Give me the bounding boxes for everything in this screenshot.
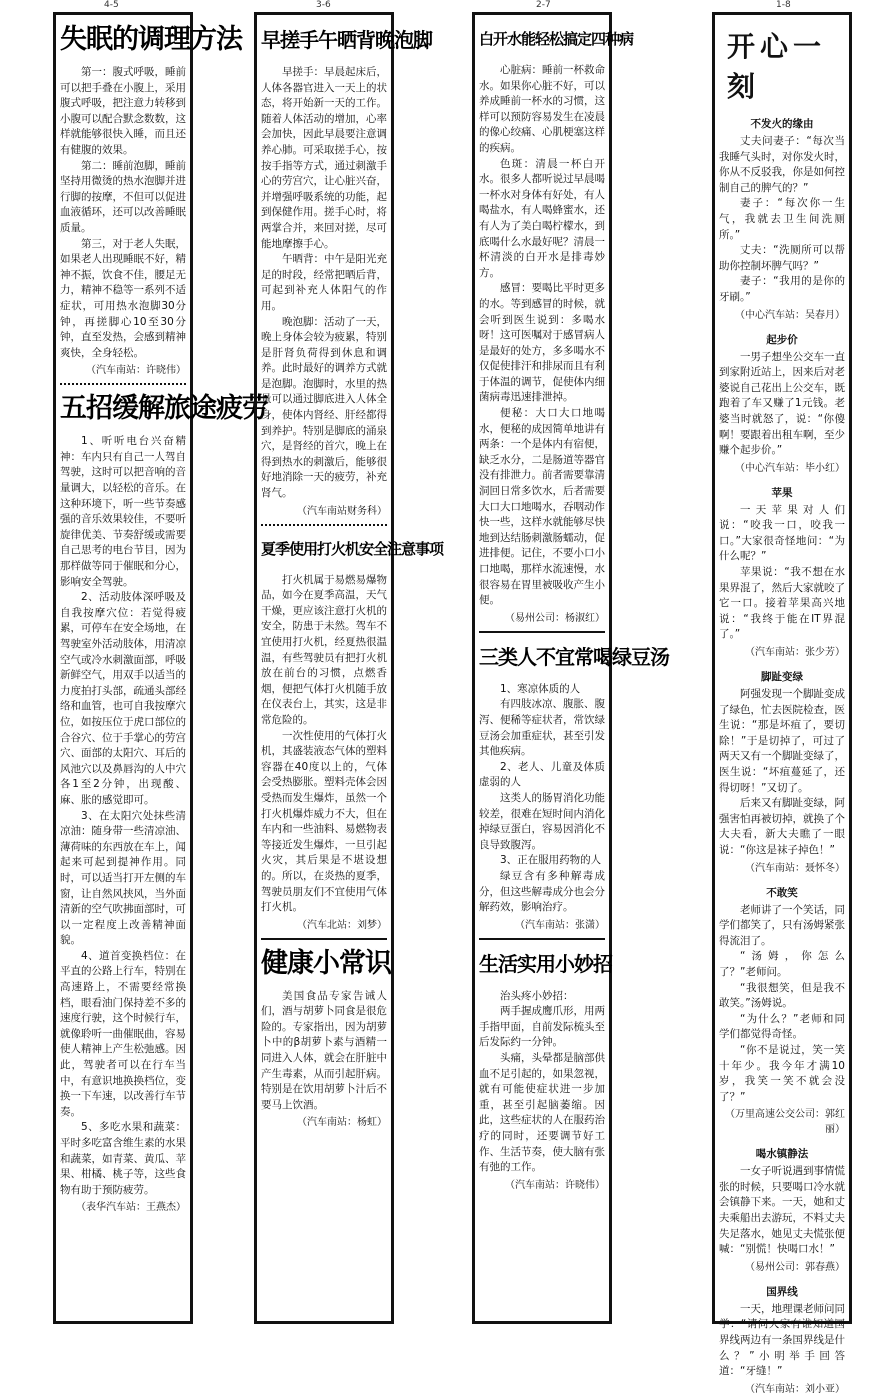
page-number-col4: 1-8	[776, 0, 791, 10]
byline: （中心汽车站：毕小红）	[735, 462, 845, 474]
paragraph: 色斑：清晨一杯白开水。很多人都听说过早晨喝一杯水对身体有好处，有人喝盐水，有人喝蜂蜜水，还有人为了美白喝柠檬水，到底喝什么水最好呢？清晨一杯清淡的白开水是排毒妙方。	[479, 157, 605, 279]
byline: （汽车南站：聂怀冬）	[745, 862, 845, 874]
byline: （万里高速公交公司：郭红丽）	[725, 1109, 845, 1136]
column-3	[472, 12, 669, 1324]
paragraph: 有四肢冰凉、腹胀、腹泻、便稀等症状者，常饮绿豆汤会加重症状，甚至引发其他疾病。	[479, 698, 605, 758]
paragraph: “我很想笑，但是我不敢笑。”汤姆说。	[719, 981, 845, 1010]
joke-title: 脚趾变绿	[761, 671, 803, 684]
joke-title: 喝水镇静法	[755, 1148, 809, 1161]
column-2	[254, 12, 444, 1324]
joke-body	[719, 350, 845, 459]
paragraph: 一男子想坐公交车一直到家附近站上，因来后对老婆说自己花出上公交车，既跑着了车又赚了1元钱。老婆当时就怒了，说：“你傻啊！要跟着出租车啊，至少赚个起步价。”	[719, 350, 845, 457]
paragraph: 1、寒凉体质的人	[500, 682, 581, 695]
paragraph: 头痛，头晕都是脑部供血不足引起的，如果忽视，就有可能使症状进一步加重，甚至引起脑萎缩。因此，这些症状的人在服药治疗的同时，还要调节好工作、生活节奏，使大脑有张有弛的工作。	[479, 1052, 605, 1174]
page-number-col2: 3-6	[316, 0, 331, 10]
paragraph: 早搓手：早晨起床后，人体各器官进入一天上的状态，将开始新一天的工作。随着人体活动的增加，心率会加快，因此早晨要注意调养心肺。可采取搓手心，按按手指等方式，通过刺激手心的劳宫穴，让心脏兴奋，并增强呼吸系统的功能，起到保健作用。搓手心时，将两掌合并，来回对搓，尽可能地摩擦手心。	[261, 66, 387, 250]
dotted-divider	[60, 383, 186, 385]
solid-divider	[479, 631, 605, 633]
paragraph: 阿强发现一个脚趾变成了绿色，忙去医院检查，医生说：“那是坏疽了，要切除！”于是切掉了，可过了两天又有一个脚趾变绿了，医生说：“坏疽蔓延了，还得切呀！”又切了。	[719, 688, 845, 794]
byline: （易州公司：郭春燕）	[745, 1261, 845, 1273]
byline: （易州公司：杨淑红）	[505, 612, 605, 624]
paragraph: 晚泡脚：活动了一天，晚上身体会较为疲累，特别是肝肾负荷得到休息和调养。此时最好的调养方式就是泡脚。泡脚时，水里的热量可以通过脚底进入人体全身，使体内肾经、肝经都得到养护。特别是脚底的涌泉穴，是肾经的首穴，晚上在得到热水的刺激后，能够很好地消除一天的疲劳，补充肾气。	[261, 315, 387, 500]
joke-title: 苹果	[771, 486, 793, 499]
paragraph: 一女子听说遇到事情慌张的时候，只要喝口冷水就会镇静下来。一天，她和丈夫乘船出去游玩，不料丈夫失足落水，她见丈夫慌张便喊：“别慌！快喝口水！”	[719, 1165, 845, 1256]
dotted-divider	[261, 524, 387, 526]
paragraph: 2、老人、儿童及体质虚弱的人	[479, 760, 605, 789]
article-title: 三类人不宜常喝绿豆汤	[479, 644, 669, 669]
article-body	[261, 573, 387, 916]
paragraph: 打火机属于易燃易爆物品，如今在夏季高温，天气干燥，更应该注意打火机的安全，防患于未然。驾车不宜使用打火机，经夏热很温温，有些驾驶员有把打火机放在前台的习惯，点燃香烟，便把气体打火机随手放在仪表台上，其实，这是非常危险的。	[261, 573, 387, 726]
paragraph: 后来又有脚趾变绿，阿强害怕再被切掉，就换了个大夫看，新大夫瞧了一眼说：“你这是袜子掉色！”	[719, 797, 845, 856]
paragraph: 一天苹果对人们说：“咬我一口，咬我一口。”大家很奇怪地问：“为什么呢？”	[719, 503, 845, 563]
paragraph: 5、多吃水果和蔬菜：平时多吃富含维生素的水果和蔬菜，如青菜、黄瓜、苹果、柑橘、桃子等，这些食物有助于预防疲劳。	[60, 1121, 186, 1196]
byline: （汽车南站：许晓伟）	[505, 1179, 605, 1191]
solid-divider	[261, 938, 387, 940]
joke-title: 起步价	[766, 333, 798, 346]
article-title: 早搓手午晒背晚泡脚	[261, 28, 432, 52]
paragraph: 两手握成鹰爪形，用两手指甲面，自前发际梳头至后发际约一分钟。	[479, 1005, 605, 1049]
paragraph: 感冒：要喝比平时更多的水。等到感冒的时候，就会听到医生说到：多喝水呀！这可医嘱对于感冒病人是最好的处方，多多喝水不仅促使排汗和排尿而且有利于体温的调节，促使体内细菌病毒迅速排泄掉。	[479, 282, 605, 404]
paragraph: 绿豆含有多种解毒成分，但这些解毒成分也会分解药效，影响治疗。	[479, 869, 605, 914]
paragraph: 4、道首变换档位：在平直的公路上行车，特别在高速路上，不需要经常换档，眼看油门保持差不多的速度行驶，这个时候行车，就像聆听一曲催眠曲，容易使人精神上产生松弛感。因此，驾驶者可以在行车当中，有意识地换换档位，变换一下车速，以改善行车节奏。	[60, 949, 186, 1118]
paragraph: 丈夫问妻子：“每次当我睡气头时，对你发火时，你从不反驳我，你是如何控制自己的脾气的？”	[719, 135, 845, 194]
article-body	[479, 682, 605, 916]
byline: （汽车南站：张潇）	[515, 919, 605, 931]
paragraph: 便秘：大口大口地喝水，便秘的成因简单地讲有两条：一个是体内有宿便，缺乏水分，二是肠道等器官没有排泄力。前者需要靠清洞回日常多饮水，后者需要大口大口地喝水，吞咽动作快一些，这样水就能够尽快地到达结肠刺激肠蠕动，促进排便。记住，不要小口小口地喝，那样水流速慢，水很容易在胃里被吸收产生小便。	[479, 407, 605, 607]
article-body	[261, 989, 387, 1114]
joke-body	[719, 1302, 845, 1380]
article-body	[479, 989, 605, 1176]
article-body	[60, 434, 186, 1198]
byline: （汽车南站：许晓伟）	[86, 365, 186, 377]
article-title: 五招缓解旅途疲劳	[60, 393, 268, 425]
joke-body	[719, 1164, 845, 1258]
paragraph: “你不是说过，笑一笑十年少。我今年才满10岁，我笑一笑不就会没了？”	[719, 1043, 845, 1103]
byline: （汽车南站财务科）	[297, 505, 387, 517]
joke-body	[719, 903, 845, 1106]
paragraph: 丈夫：“洗厕所可以帮助你控制坏脾气吗？”	[719, 244, 845, 272]
paragraph: 第二：睡前泡脚，睡前坚持用微烫的热水泡脚并进行脚的按摩，不但可以促进血液循环，还可以改善睡眠质量。	[60, 159, 186, 234]
paragraph: “汤姆，你怎么了？”老师问。	[719, 950, 845, 978]
paragraph: 治头疼小妙招：	[500, 989, 574, 1002]
paragraph: 老师讲了一个笑话，同学们都笑了，只有汤姆紧张得流泪了。	[719, 903, 845, 947]
column-1	[53, 12, 268, 1324]
article-title: 失眠的调理方法	[60, 24, 242, 55]
joke-body	[719, 134, 845, 306]
paragraph: “为什么？”老师和同学们都觉得奇怪。	[719, 1012, 845, 1041]
joke-body	[719, 503, 845, 643]
byline: （汽车南站：杨虹）	[297, 1117, 387, 1129]
paragraph: 第三，对于老人失眠，如果老人出现睡眠不好，精神不振，饮食不佳，腰足无力，精神不稳等一系列不适症状，可用热水泡脚30分钟，再搓脚心10至30分钟，直至发热，会感到精神爽快，全身轻松。	[60, 237, 186, 359]
paragraph: 妻子：“我用的是你的牙刷。”	[719, 275, 845, 303]
section-logo: 开心一刻	[727, 30, 827, 103]
article-body	[479, 63, 605, 609]
byline: （中心汽车站：吴春月）	[735, 309, 845, 321]
joke-title: 不敢笑	[766, 886, 798, 899]
paragraph: 苹果说：“我不想在水果界混了，然后大家就咬了它一口。接着苹果高兴地说：“我终于能在IT界混了。”	[719, 566, 845, 641]
paragraph: 一天，地理课老师问同学：“请问大家有谁知道国界线两边有一条国界线是什么？”小明举手回答道：“牙缝！”	[719, 1302, 845, 1378]
article-title: 生活实用小妙招	[479, 951, 612, 976]
paragraph: 第一：腹式呼吸，睡前可以把手叠在小腹上，采用腹式呼吸，把注意力转移到小腹可以配合默念数数，这样就能够很快入睡，而且还有健腹的效果。	[60, 66, 186, 156]
solid-divider	[479, 938, 605, 940]
byline: （汽车北站：刘梦）	[297, 919, 387, 931]
column-4	[712, 12, 852, 1395]
paragraph: 2、活动肢体深呼吸及自我按摩穴位：若觉得疲累，可停车在安全场地，在驾驶室外活动肢体，用清凉空气或冷水刺激面部，呼吸新鲜空气，用双手以适当的力度拍打头部，疏通头部经络和血管，也可自我按摩穴位，如按压位于虎口部位的合谷穴、位于手掌心的劳宫穴、面部的太阳穴、耳后的风池穴以及鼻唇沟的人中穴各1至2分钟，出现酸、麻、胀的感觉即可。	[60, 591, 186, 806]
joke-title: 国界线	[766, 1285, 798, 1298]
byline: （汽车南站：张少芳）	[745, 647, 845, 659]
paragraph: 3、在太阳穴处抹些清凉油：随身带一些清凉油、薄荷味的东西放在车上，闻起来可起到提神作用。同时，可以适当打开左侧的车窗，让自然风挟风，当外面清新的空气吹拂面部时，可以一定程度上改善精神面貌。	[60, 809, 186, 947]
paragraph: 1、听听电台兴奋精神：车内只有自己一人驾自驾驶，这时可以把音响的音量调大，以轻松的音乐。在这种环境下，听一些节奏感强的音乐效果较佳，不要听旋律优美、节奏舒缓或需要自己思考的电台节目，因为那样做等同于催眠和分心，影响安全驾驶。	[60, 435, 186, 588]
article-title: 夏季使用打火机安全注意事项	[261, 539, 444, 558]
article-body	[60, 65, 186, 361]
joke-title: 不发火的缘由	[750, 118, 814, 130]
page-number-col1: 4-5	[104, 0, 119, 10]
article-title: 白开水能轻松搞定四种病	[479, 30, 634, 48]
paragraph: 3、正在服用药物的人	[500, 854, 602, 867]
byline: （表华汽车站：王燕杰）	[76, 1202, 186, 1214]
paragraph: 妻子：“每次你一生气，我就去卫生间洗厕所。”	[719, 197, 845, 241]
article-title: 健康小常识	[261, 947, 391, 979]
page-number-col3: 2-7	[536, 0, 551, 10]
joke-body	[719, 687, 845, 859]
paragraph: 午晒背：中午是阳光充足的时段，经常把晒后背，可起到补充人体阳气的作用。	[261, 253, 387, 312]
byline: （汽车南站：刘小亚）	[745, 1383, 845, 1395]
paragraph: 美国食品专家告诫人们，酒与胡萝卜同食是很危险的。专家指出，因为胡萝卜中的β胡萝卜素与酒精一同进入人体，就会在肝脏中产生毒素，从而引起肝病。特别是在饮用胡萝卜汁后不要马上饮酒。	[261, 989, 387, 1111]
paragraph: 一次性使用的气体打火机，其盛装液态气体的塑料容器在40度以上的，气体会受热膨胀。塑料壳体会因受热而发生爆炸，虽然一个打火机爆炸威力不大，但在车内和一些油料、易燃物表等接近发生爆炸，一旦引起火灾，其后果是不堪设想的。所以，在炎热的夏季，驾驶员朋友们不宜使用气体打火机。	[261, 729, 387, 914]
paragraph: 心脏病：睡前一杯救命水。如果你心脏不好，可以养成睡前一杯水的习惯，这样可以预防容易发生在凌晨的像心绞痛、心肌梗塞这样的疾病。	[479, 64, 605, 154]
article-body	[261, 65, 387, 502]
paragraph: 这类人的肠胃消化功能较差，很难在短时间内消化掉绿豆蛋白，容易因消化不良导致腹泻。	[479, 791, 605, 851]
